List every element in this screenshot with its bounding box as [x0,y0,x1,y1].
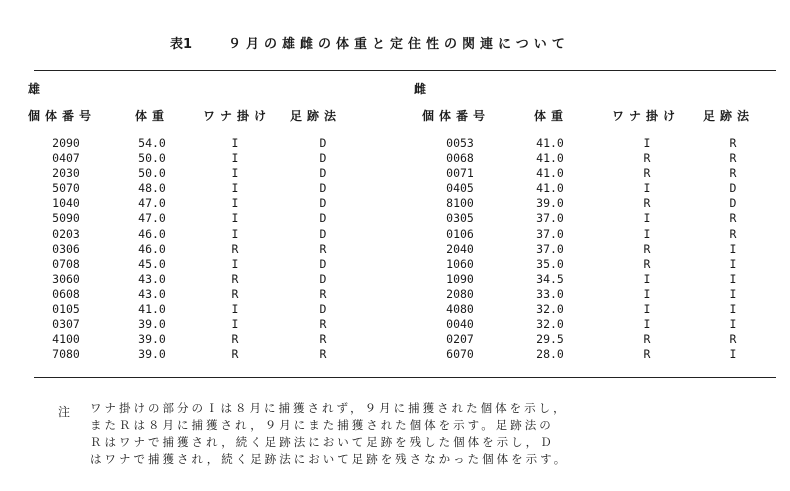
cell-footprint: D [319,226,327,241]
cell-id: 0071 [446,166,474,181]
cell-trap: I [643,302,651,317]
cell-trap: R [231,347,239,362]
cell-footprint: I [729,317,737,332]
cell-footprint: R [319,286,327,301]
cell-footprint: D [319,136,327,150]
cell-trap: I [231,196,239,211]
cell-id: 3060 [52,271,80,286]
cell-footprint: R [319,347,327,362]
cell-id: 5070 [52,181,80,196]
cell-id: 7080 [52,347,80,362]
female-header-trap: ワナ掛け [612,109,681,123]
cell-footprint: D [729,196,737,211]
cell-footprint: D [319,181,327,196]
cell-id: 0405 [446,181,474,196]
note-line: Ｒはワナで捕獲され，続く足跡法において足跡を残した個体を示し，Ｄ [90,435,555,449]
cell-id: 0708 [52,256,80,271]
cell-footprint: D [319,271,327,286]
cell-id: 0305 [446,211,474,226]
cell-weight: 35.0 [536,256,564,271]
cell-footprint: R [729,166,737,181]
cell-id: 2030 [52,166,80,181]
cell-footprint: R [319,241,327,256]
cell-trap: I [643,136,651,150]
cell-weight: 46.0 [138,241,166,256]
cell-id: 0407 [52,151,80,166]
cell-id: 0207 [446,332,474,347]
cell-id: 0053 [446,136,474,150]
bottom-rule [34,377,776,378]
cell-trap: I [231,302,239,317]
cell-weight: 32.0 [536,317,564,332]
cell-footprint: D [319,166,327,181]
cell-id: 0306 [52,241,80,256]
cell-id: 2080 [446,286,474,301]
cell-footprint: I [729,256,737,271]
cell-trap: R [643,256,651,271]
cell-id: 1060 [446,256,474,271]
note-mark: 注 [58,405,71,419]
cell-weight: 41.0 [536,151,564,166]
cell-weight: 50.0 [138,166,166,181]
cell-footprint: I [729,286,737,301]
cell-weight: 28.0 [536,347,564,362]
cell-trap: I [231,256,239,271]
male-header-footprint: 足跡法 [290,109,342,123]
note-line: ワナ掛けの部分のＩは８月に捕獲されず，９月に捕獲された個体を示し， [90,401,568,415]
cell-weight: 41.0 [536,181,564,196]
cell-trap: R [643,166,651,181]
cell-weight: 45.0 [138,256,166,271]
cell-weight: 37.0 [536,211,564,226]
cell-trap: I [231,136,239,150]
cell-id: 1090 [446,271,474,286]
cell-trap: R [231,271,239,286]
cell-trap: I [231,181,239,196]
cell-trap: I [231,211,239,226]
cell-footprint: D [319,256,327,271]
cell-weight: 41.0 [536,166,564,181]
female-header-id: 個体番号 [422,109,491,123]
cell-weight: 43.0 [138,286,166,301]
cell-id: 2040 [446,241,474,256]
cell-trap: I [643,181,651,196]
cell-weight: 39.0 [138,332,166,347]
cell-trap: R [231,286,239,301]
cell-weight: 39.0 [138,317,166,332]
male-header-id: 個体番号 [28,109,97,123]
cell-trap: I [231,166,239,181]
cell-footprint: D [319,151,327,166]
cell-weight: 37.0 [536,241,564,256]
note-text [90,400,568,468]
cell-footprint: D [729,181,737,196]
cell-footprint: R [729,332,737,347]
cell-weight: 47.0 [138,211,166,226]
cell-footprint: I [729,302,737,317]
cell-footprint: R [729,136,737,150]
female-header-weight: 体重 [534,109,569,123]
cell-footprint: R [729,211,737,226]
table-label: 表1 [170,37,193,52]
cell-id: 0040 [446,317,474,332]
cell-trap: R [643,241,651,256]
cell-weight: 46.0 [138,226,166,241]
cell-weight: 41.0 [138,302,166,317]
cell-weight: 50.0 [138,151,166,166]
cell-id: 8100 [446,196,474,211]
cell-trap: I [643,317,651,332]
cell-trap: R [643,151,651,166]
cell-weight: 54.0 [138,136,166,150]
cell-trap: R [231,241,239,256]
top-rule [34,70,776,71]
cell-id: 0105 [52,302,80,317]
cell-id: 2090 [52,136,80,150]
cell-weight: 39.0 [138,347,166,362]
female-header-footprint: 足跡法 [703,109,755,123]
cell-footprint: I [729,241,737,256]
cell-footprint: R [319,332,327,347]
cell-footprint: R [729,151,737,166]
cell-footprint: I [729,271,737,286]
cell-weight: 29.5 [536,332,564,347]
cell-weight: 33.0 [536,286,564,301]
cell-footprint: R [319,317,327,332]
cell-id: 0307 [52,317,80,332]
cell-trap: I [643,286,651,301]
cell-trap: R [643,196,651,211]
cell-id: 1040 [52,196,80,211]
cell-id: 0068 [446,151,474,166]
cell-trap: R [231,332,239,347]
table-title: ９月の雄雌の体重と定住性の関連について [228,37,570,52]
note-line: またＲは８月に捕獲され，９月にまた捕獲された個体を示す。足跡法の [90,418,554,432]
cell-footprint: R [729,226,737,241]
cell-weight: 37.0 [536,226,564,241]
cell-trap: I [643,211,651,226]
cell-weight: 34.5 [536,271,564,286]
cell-id: 0106 [446,226,474,241]
cell-weight: 47.0 [138,196,166,211]
male-header-weight: 体重 [135,109,170,123]
cell-trap: I [231,317,239,332]
cell-id: 0608 [52,286,80,301]
cell-id: 4100 [52,332,80,347]
cell-trap: I [231,226,239,241]
cell-trap: I [643,226,651,241]
cell-footprint: D [319,211,327,226]
cell-weight: 41.0 [536,136,564,150]
cell-footprint: I [729,347,737,362]
cell-id: 6070 [446,347,474,362]
cell-trap: R [643,332,651,347]
cell-id: 5090 [52,211,80,226]
cell-id: 4080 [446,302,474,317]
cell-weight: 43.0 [138,271,166,286]
cell-trap: I [643,271,651,286]
cell-weight: 32.0 [536,302,564,317]
cell-weight: 39.0 [536,196,564,211]
male-section-label: 雄 [28,82,41,96]
male-header-trap: ワナ掛け [203,109,272,123]
cell-id: 0203 [52,226,80,241]
cell-trap: I [231,151,239,166]
cell-trap: R [643,347,651,362]
cell-weight: 48.0 [138,181,166,196]
cell-footprint: D [319,196,327,211]
note-line: はワナで捕獲され，続く足跡法において足跡を残さなかった個体を示す。 [90,452,569,466]
cell-footprint: D [319,302,327,317]
female-section-label: 雌 [414,82,427,96]
